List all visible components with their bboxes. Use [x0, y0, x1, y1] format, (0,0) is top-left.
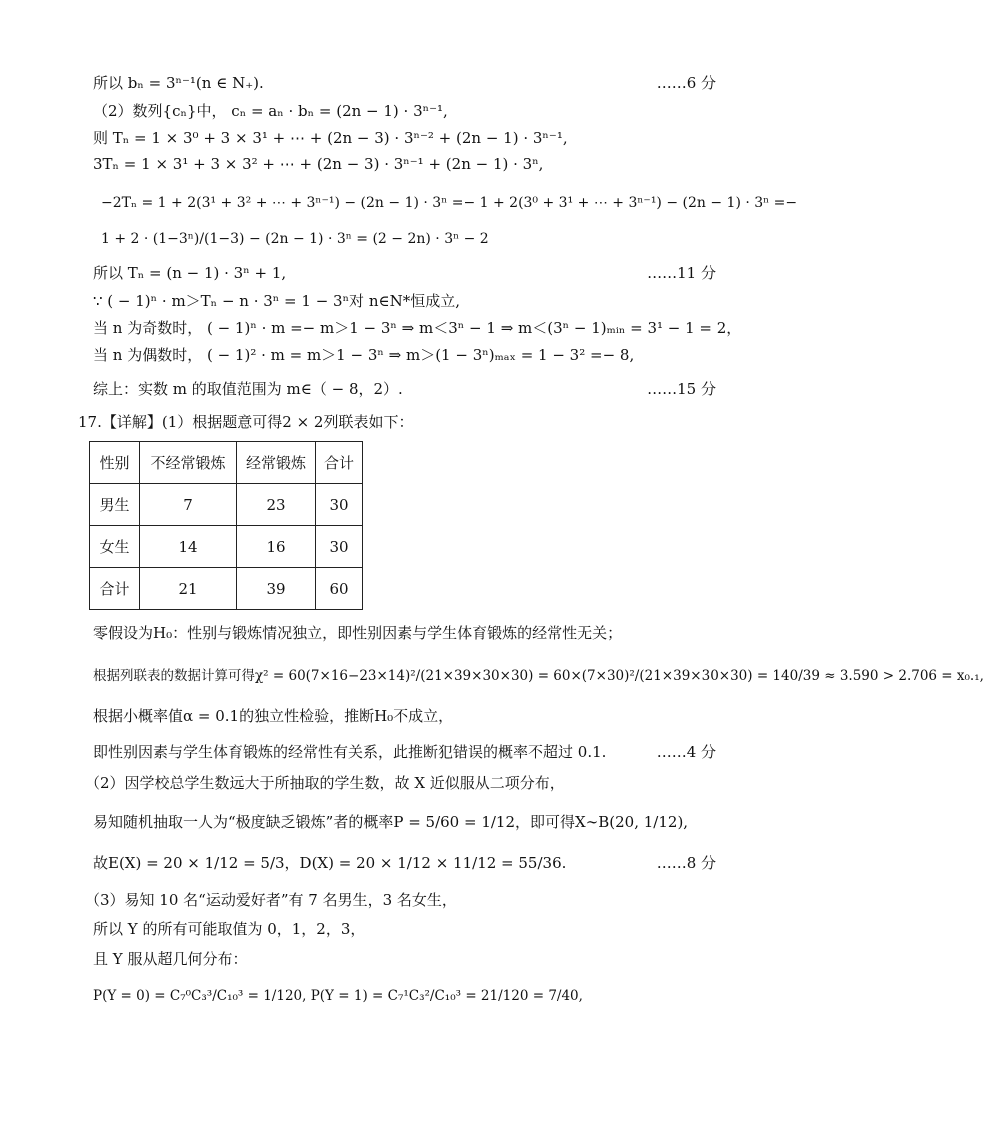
- table-cell: 7: [140, 484, 237, 526]
- table-cell: 女生: [90, 526, 140, 568]
- answer-line-tn: 则 Tₙ = 1 × 3⁰ + 3 × 3¹ + ⋯ + (2n − 3) · 3ⁿ⁻² + (2n − 1) · 3ⁿ⁻¹,: [93, 129, 568, 147]
- table-cell: 23: [237, 484, 316, 526]
- answer-line-minus2tn: −2Tₙ = 1 + 2(3¹ + 3² + ⋯ + 3ⁿ⁻¹) − (2n − 1) · 3ⁿ =− 1 + 2(3⁰ + 3¹ + ⋯ + 3ⁿ⁻¹) − (2n − 1) · 3ⁿ =−: [101, 195, 798, 211]
- table-header: 性别: [90, 442, 140, 484]
- test-conclusion: 根据小概率值α = 0.1的独立性检验，推断H₀不成立，: [93, 707, 454, 725]
- chi-square-calc: 根据列联表的数据计算可得χ² = 60(7×16−23×14)²/(21×39×30×30) = 60×(7×30)²/(21×39×30×30) = 140/39 ≈ 3.590 > 2.706 = x₀.₁,: [93, 668, 984, 684]
- table-cell: 39: [237, 568, 316, 610]
- part2-expectation: 故E(X) = 20 × 1/12 = 5/3，D(X) = 20 × 1/12 × 11/12 = 55/36.: [93, 854, 567, 872]
- null-hypothesis: 零假设为H₀：性别与锻炼情况独立，即性别因素与学生体育锻炼的经常性无关；: [93, 624, 623, 642]
- part3-probabilities: P(Y = 0) = C₇⁰C₃³/C₁₀³ = 1/120, P(Y = 1) = C₇¹C₃²/C₁₀³ = 21/120 = 7/40,: [93, 988, 583, 1004]
- table-cell: 60: [316, 568, 363, 610]
- question-17-heading: 17.【详解】(1）根据题意可得2 × 2列联表如下：: [78, 413, 414, 431]
- score-6: ……6 分: [656, 74, 716, 92]
- answer-line-cn: （2）数列{cₙ}中， cₙ = aₙ · bₙ = (2n − 1) · 3ⁿ⁻¹,: [93, 102, 448, 120]
- table-row: [90, 526, 363, 568]
- part3-values: 所以 Y 的所有可能取值为 0，1，2，3，: [93, 920, 366, 938]
- table-cell: 30: [316, 526, 363, 568]
- part3-intro: （3）易知 10 名“运动爱好者”有 7 名男生，3 名女生，: [85, 891, 457, 909]
- table-cell: 男生: [90, 484, 140, 526]
- table-header: 合计: [316, 442, 363, 484]
- part2-binomial: （2）因学校总学生数远大于所抽取的学生数，故 X 近似服从二项分布，: [85, 774, 565, 792]
- answer-line-3tn: 3Tₙ = 1 × 3¹ + 3 × 3² + ⋯ + (2n − 3) · 3ⁿ⁻¹ + (2n − 1) · 3ⁿ,: [93, 155, 544, 173]
- answer-line-even: 当 n 为偶数时， ( − 1)² · m = m＞1 − 3ⁿ ⇒ m＞(1 − 3ⁿ)ₘₐₓ = 1 − 3² =− 8,: [93, 346, 635, 364]
- answer-line-simplify: 1 + 2 · (1−3ⁿ)/(1−3) − (2n − 1) · 3ⁿ = (2 − 2n) · 3ⁿ − 2: [101, 231, 489, 247]
- table-header: 经常锻炼: [237, 442, 316, 484]
- table-row: [90, 568, 363, 610]
- answer-line-conclusion: 综上：实数 m 的取值范围为 m∈（ − 8，2）.: [93, 380, 403, 398]
- score-11: ……11 分: [647, 264, 716, 282]
- table-cell: 30: [316, 484, 363, 526]
- score-4: ……4 分: [656, 743, 716, 761]
- table-header-row: [90, 442, 363, 484]
- part2-probability: 易知随机抽取一人为“极度缺乏锻炼”者的概率P = 5/60 = 1/12，即可得X∼B(20, 1/12),: [93, 813, 689, 831]
- part3-distribution: 且 Y 服从超几何分布：: [93, 950, 248, 968]
- table-cell: 21: [140, 568, 237, 610]
- table-header: 不经常锻炼: [140, 442, 237, 484]
- score-15: ……15 分: [647, 380, 716, 398]
- relation-conclusion: 即性别因素与学生体育锻炼的经常性有关系，此推断犯错误的概率不超过 0.1.: [93, 743, 607, 761]
- answer-line-inequality: ∵ ( − 1)ⁿ · m＞Tₙ − n · 3ⁿ = 1 − 3ⁿ对 n∈N*恒成立,: [93, 292, 460, 310]
- answer-line-tn-result: 所以 Tₙ = (n − 1) · 3ⁿ + 1,: [93, 264, 287, 282]
- table-cell: 14: [140, 526, 237, 568]
- table-cell: 合计: [90, 568, 140, 610]
- contingency-table: [89, 441, 363, 610]
- answer-line-bn: 所以 bₙ = 3ⁿ⁻¹(n ∈ N₊).: [93, 74, 264, 92]
- table-row: [90, 484, 363, 526]
- score-8: ……8 分: [656, 854, 716, 872]
- answer-line-odd: 当 n 为奇数时， ( − 1)ⁿ · m =− m＞1 − 3ⁿ ⇒ m＜3ⁿ − 1 ⇒ m＜(3ⁿ − 1)ₘᵢₙ = 3¹ − 1 = 2，: [93, 319, 742, 337]
- table-cell: 16: [237, 526, 316, 568]
